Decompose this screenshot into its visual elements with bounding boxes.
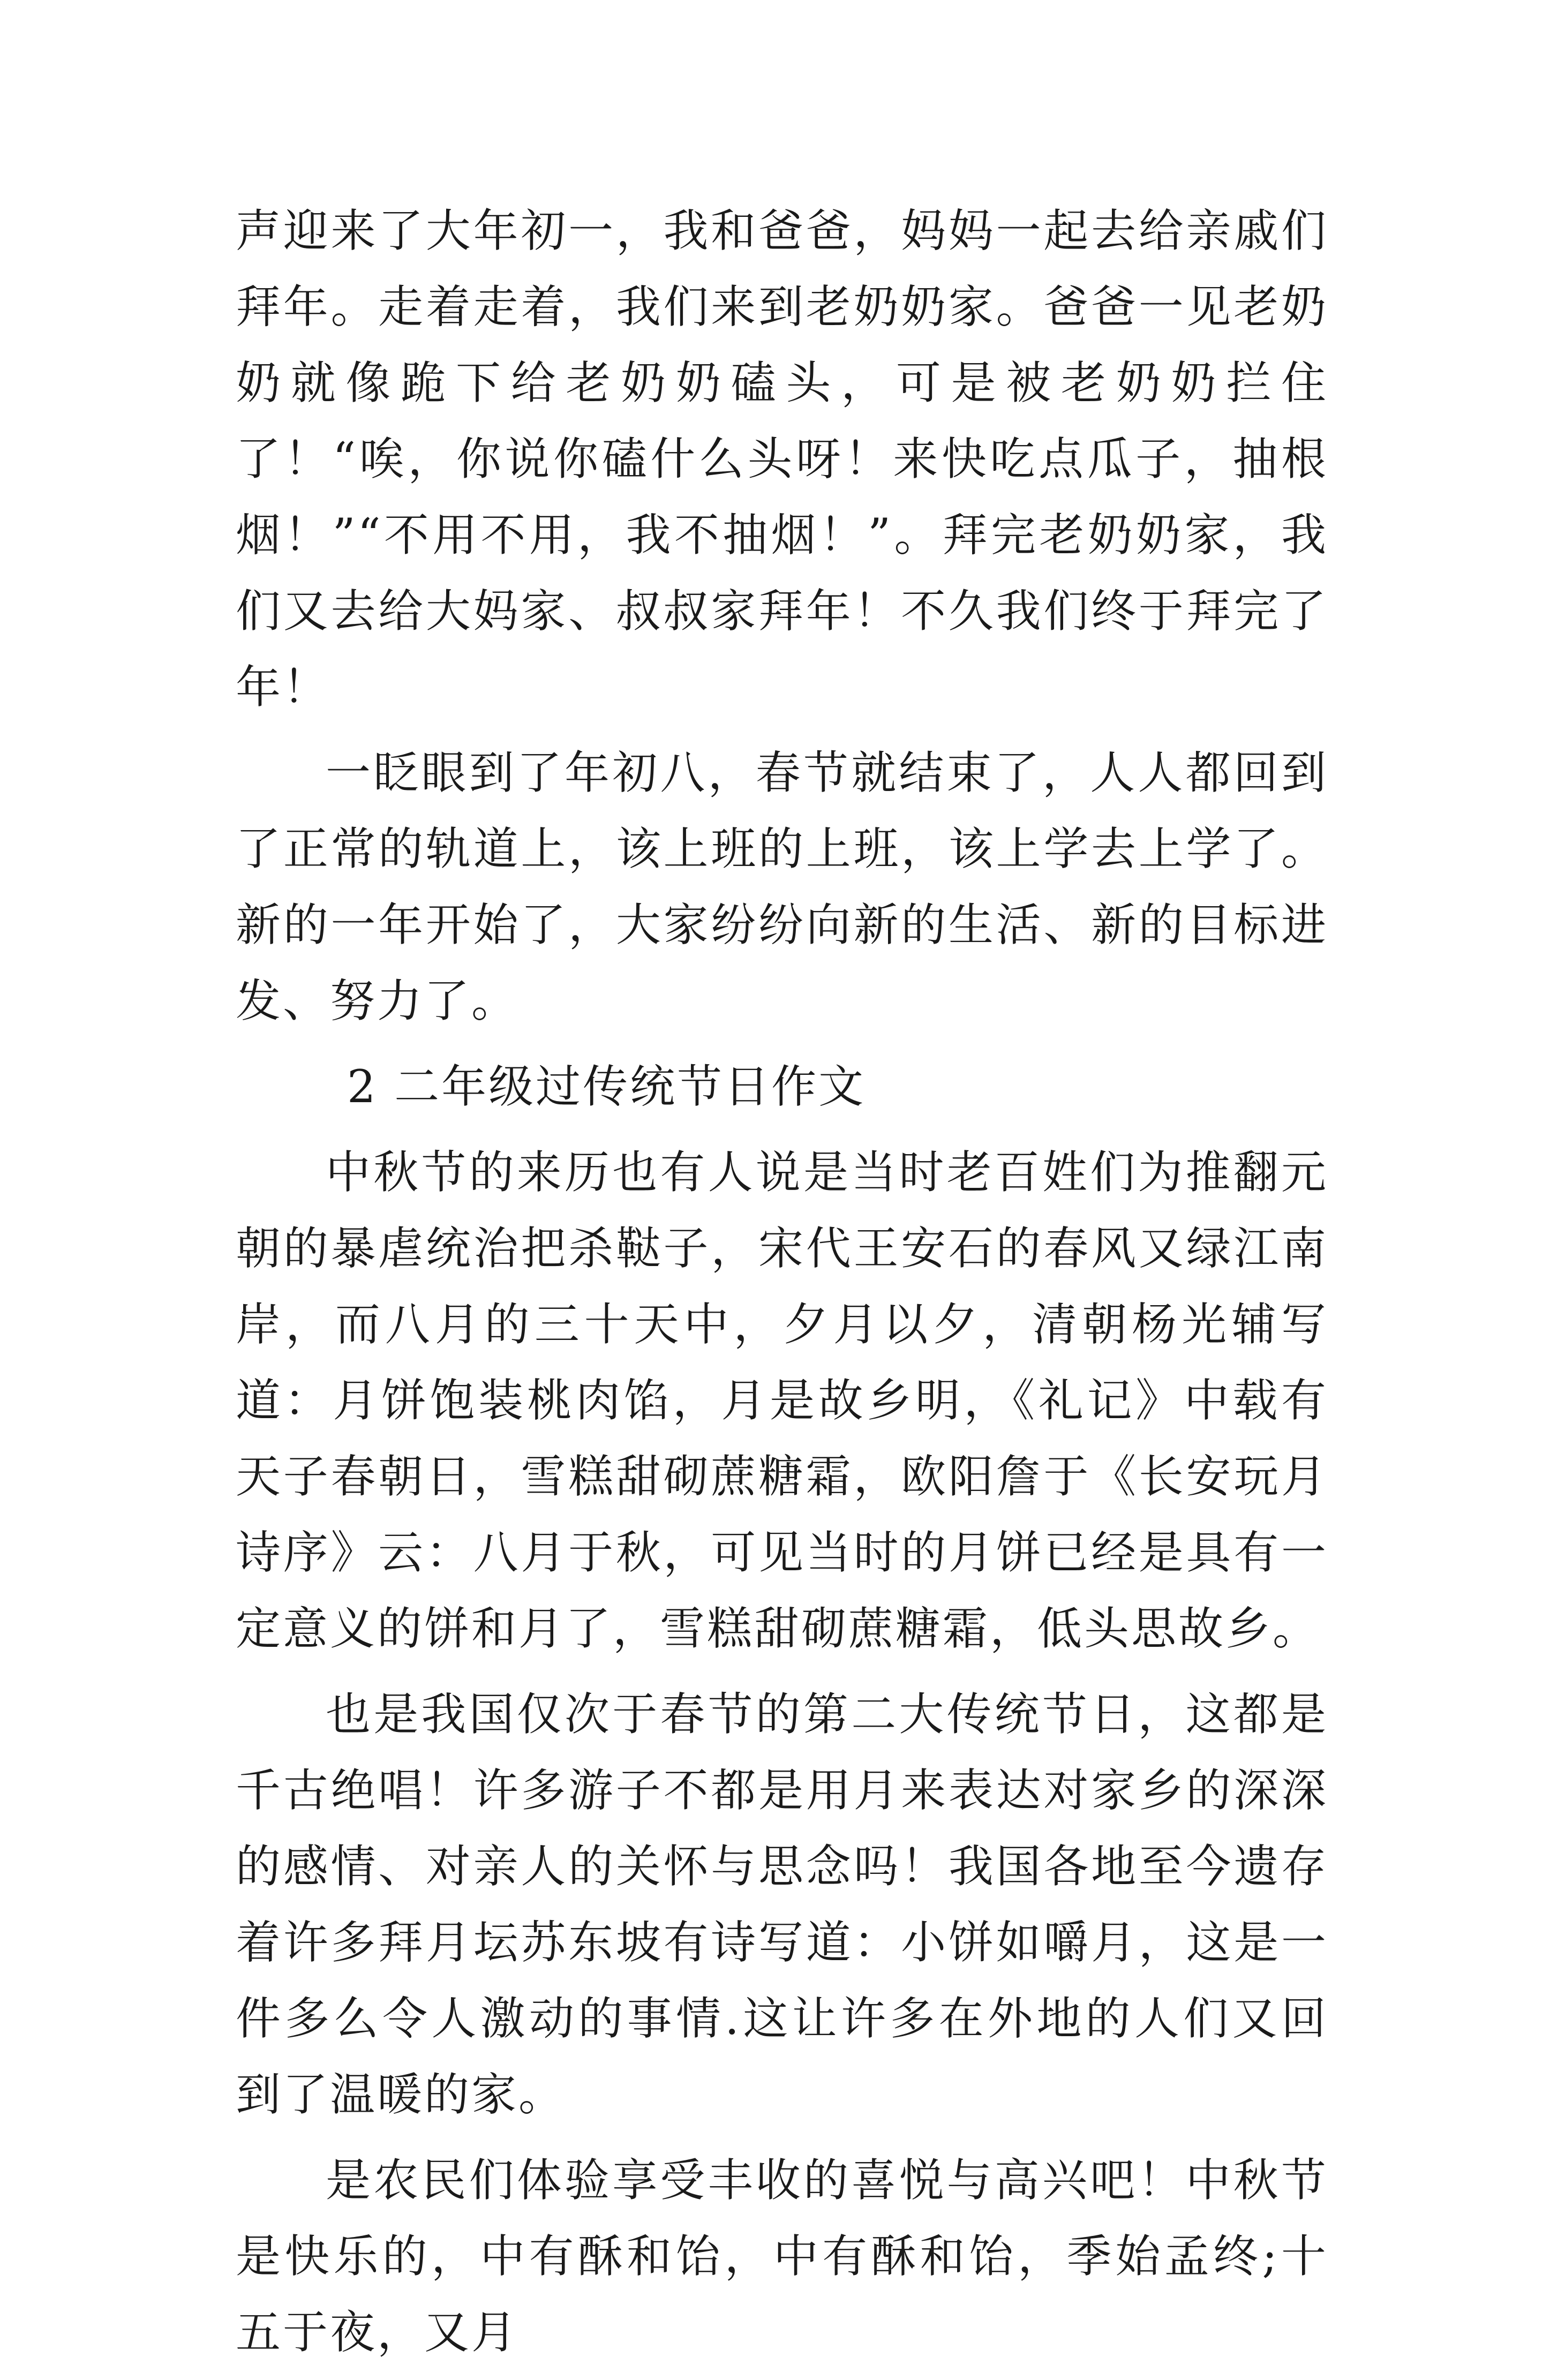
paragraph-festival-end: 一眨眼到了年初八，春节就结束了，人人都回到了正常的轨道上，该上班的上班，该上学去上学了。新的一年开始了，大家纷纷向新的生活、新的目标进发、努力了。 [236,747,1328,1027]
section-heading: 2 二年级过传统节日作文 [347,1060,866,1113]
paragraph-second-festival: 也是我国仅次于春节的第二大传统节日，这都是千古绝唱！许多游子不都是用月来表达对家乡的深深的感情、对亲人的关怀与思念吗！我国各地至今遗存着许多拜月坛苏东坡有诗写道：小饼如嚼月，这是一件多么令人激动的事情.这让许多在外地的人们又回到了温暖的家。 [236,1688,1328,2121]
paragraph-harvest-joy: 是农民们体验享受丰收的喜悦与高兴吧！中秋节是快乐的，中有酥和饴，中有酥和饴，季始孟终;十五于夜，又月 [236,2154,1328,2359]
paragraph-new-year-visit: 声迎来了大年初一，我和爸爸，妈妈一起去给亲戚们拜年。走着走着，我们来到老奶奶家。爸爸一见老奶奶就像跪下给老奶奶磕头，可是被老奶奶拦住了！“唉，你说你磕什么头呀！来快吃点瓜子，抽根烟！”“不用不用，我不抽烟！”。拜完老奶奶家，我们又去给大妈家、叔叔家拜年！不久我们终于拜完了年！ [236,205,1328,713]
document-body [236,193,1328,2380]
paragraph-mid-autumn-origin: 中秋节的来历也有人说是当时老百姓们为推翻元朝的暴虐统治把杀鞑子，宋代王安石的春风又绿江南岸，而八月的三十天中，夕月以夕，清朝杨光辅写道：月饼饱装桃肉馅，月是故乡明，《礼记》中载有天子春朝日，雪糕甜砌蔗糖霜，欧阳詹于《长安玩月诗序》云：八月于秋，可见当时的月饼已经是具有一定意义的饼和月了，雪糕甜砌蔗糖霜，低头思故乡。 [236,1146,1328,1655]
